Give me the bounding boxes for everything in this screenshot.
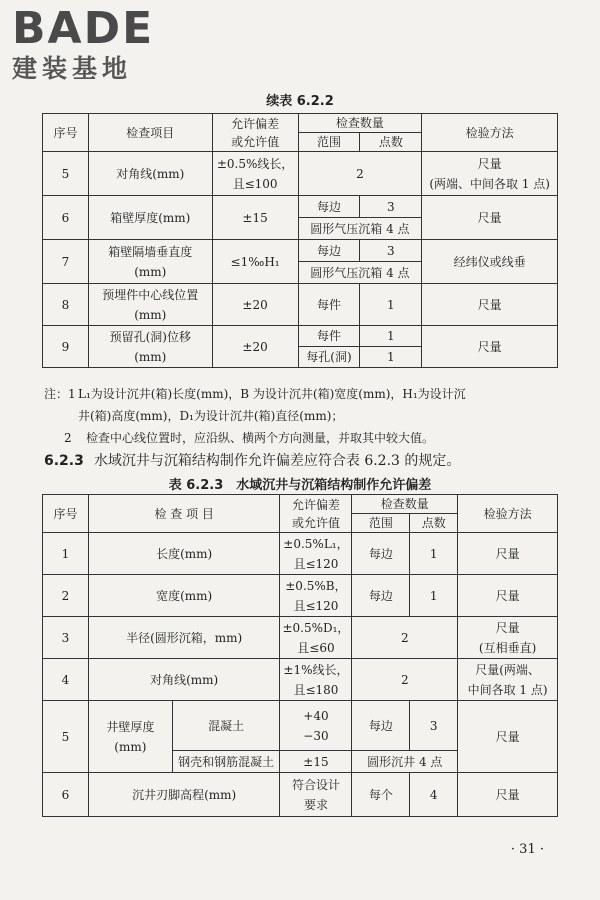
row-tolerance: ±20 — [212, 284, 298, 326]
row-method — [458, 659, 558, 701]
row-points: 1 — [360, 347, 422, 368]
row-method-line1: 尺量 — [495, 620, 520, 635]
note-2 — [64, 427, 568, 449]
row-method: 尺量 — [422, 196, 558, 240]
row-item-line2: (mm) — [134, 264, 167, 279]
row-method-line1: 尺量 — [477, 156, 502, 171]
row-tolerance — [280, 575, 352, 617]
row-item — [88, 240, 212, 284]
row-item-line1: 预埋件中心线位置 — [102, 287, 199, 302]
row-tolerance — [280, 659, 352, 701]
header-range: 范围 — [352, 514, 410, 533]
row-range-note: 圆形气压沉箱 4 点 — [298, 218, 422, 240]
row-tolerance — [280, 701, 352, 751]
row-range: 每件 — [298, 284, 360, 326]
note-2-text: 检查中心线位置时，应沿纵、横两个方向测量，并取其中较大值。 — [86, 431, 435, 445]
row-tolerance — [280, 617, 352, 659]
row-points: 3 — [360, 196, 422, 218]
row-tolerance: ±15 — [280, 751, 352, 773]
row-tolerance-line2: −30 — [303, 728, 329, 743]
header-tolerance-line2: 或允许值 — [231, 134, 280, 149]
row-item: 沉井刃脚高程(mm) — [88, 773, 280, 817]
table-notes — [44, 383, 568, 449]
header-tolerance — [212, 114, 298, 152]
row-item-line1: 井壁厚度 — [106, 719, 155, 734]
row-tolerance — [212, 152, 298, 196]
row-tolerance-line1: ±0.5%B， — [285, 578, 347, 593]
row-method: 经纬仪或线垂 — [422, 240, 558, 284]
row-tolerance: ≤1‰H₁ — [212, 240, 298, 284]
table-row — [43, 575, 558, 617]
page-number: · 31 · — [510, 842, 544, 857]
row-tolerance-line2: 且≤120 — [293, 598, 339, 613]
header-tolerance-line1: 允许偏差 — [231, 116, 280, 131]
row-method-line2: (互相垂直) — [478, 640, 537, 655]
row-no: 5 — [43, 701, 89, 773]
logo — [12, 3, 155, 84]
row-quantity: 2 — [352, 659, 458, 701]
header-tolerance-line2: 或允许值 — [291, 515, 340, 530]
row-no: 4 — [43, 659, 89, 701]
row-tolerance — [280, 773, 352, 817]
table-row — [43, 701, 558, 751]
row-no: 2 — [43, 575, 89, 617]
row-method — [422, 152, 558, 196]
table-row — [43, 284, 558, 326]
row-item: 对角线(mm) — [88, 659, 280, 701]
table2-title: 表 6.2.3 水域沉井与沉箱结构制作允许偏差 — [168, 478, 432, 493]
row-no: 6 — [43, 196, 89, 240]
table-row — [43, 240, 558, 262]
table2-header-row — [43, 495, 558, 514]
row-range: 每孔(洞) — [298, 347, 360, 368]
row-method-line2: (两端、中间各取 1 点) — [429, 176, 550, 191]
row-method: 尺量 — [458, 773, 558, 817]
row-item-line2: (mm) — [134, 307, 167, 322]
table2 — [42, 494, 558, 817]
row-quantity: 2 — [352, 617, 458, 659]
row-method — [458, 617, 558, 659]
header-no: 序号 — [43, 114, 89, 152]
row-tolerance-line1: 符合设计 — [291, 777, 340, 792]
table-row — [43, 773, 558, 817]
clause — [44, 450, 564, 470]
row-method-line1: 尺量(两端、 — [475, 662, 540, 677]
row-method-line2: 中间各取 1 点) — [467, 682, 548, 697]
note-1-line1: L₁为设计沉井(箱)长度(mm)，B 为设计沉井(箱)宽度(mm)，H₁为设计沉 — [78, 387, 466, 401]
table-row — [43, 617, 558, 659]
table1-title: 续表 6.2.2 — [266, 94, 334, 109]
row-points: 1 — [410, 533, 458, 575]
row-tolerance-line1: ±0.5%线长， — [216, 156, 294, 171]
row-tolerance-line2: 且≤180 — [293, 682, 339, 697]
header-quantity: 检查数量 — [298, 114, 422, 133]
row-range-note: 圆形气压沉箱 4 点 — [298, 262, 422, 284]
table1-header-row — [43, 114, 558, 133]
row-item — [88, 326, 212, 368]
row-tolerance-line1: ±0.5%L₁， — [283, 536, 349, 551]
row-item: 长度(mm) — [88, 533, 280, 575]
row-subitem: 钢壳和钢筋混凝土 — [172, 751, 280, 773]
row-tolerance-line2: 且≤60 — [297, 640, 335, 655]
row-tolerance: ±20 — [212, 326, 298, 368]
row-tolerance-line2: 且≤120 — [293, 556, 339, 571]
row-tolerance-line1: ±0.5%D₁， — [282, 620, 350, 635]
table-row — [43, 196, 558, 218]
row-tolerance — [280, 533, 352, 575]
table1 — [42, 113, 558, 368]
row-points: 1 — [360, 284, 422, 326]
row-item — [88, 701, 172, 773]
header-points: 点数 — [360, 133, 422, 152]
table-row — [43, 533, 558, 575]
row-points: 1 — [360, 326, 422, 347]
row-range: 每边 — [352, 701, 410, 751]
row-method: 尺量 — [422, 284, 558, 326]
row-points: 3 — [360, 240, 422, 262]
row-range: 每边 — [352, 533, 410, 575]
row-quantity: 2 — [298, 152, 422, 196]
row-range: 每个 — [352, 773, 410, 817]
header-tolerance — [280, 495, 352, 533]
row-tolerance-line2: 且≤100 — [232, 176, 278, 191]
logo-subtitle: 建装基地 — [12, 54, 133, 83]
note-1-line2: 井(箱)高度(mm)，D₁为设计沉井(箱)直径(mm)； — [78, 409, 344, 423]
note-1 — [44, 383, 568, 405]
row-method: 尺量 — [458, 575, 558, 617]
row-no: 1 — [43, 533, 89, 575]
note-2-label: 2 — [64, 431, 72, 445]
row-no: 5 — [43, 152, 89, 196]
row-item-line1: 预留孔(洞)位移 — [109, 329, 191, 344]
row-method: 尺量 — [422, 326, 558, 368]
header-range: 范围 — [298, 133, 360, 152]
row-item-line2: (mm) — [134, 349, 167, 364]
row-range: 每边 — [352, 575, 410, 617]
header-tolerance-line1: 允许偏差 — [291, 497, 340, 512]
row-points: 3 — [410, 701, 458, 751]
header-method: 检验方法 — [422, 114, 558, 152]
row-no: 3 — [43, 617, 89, 659]
row-item: 半径(圆形沉箱，mm) — [88, 617, 280, 659]
row-tolerance: ±15 — [212, 196, 298, 240]
row-no: 9 — [43, 326, 89, 368]
row-item: 箱壁厚度(mm) — [88, 196, 212, 240]
row-tolerance-line1: +40 — [303, 708, 329, 723]
header-item: 检查项目 — [88, 114, 212, 152]
row-no: 7 — [43, 240, 89, 284]
row-subitem: 混凝土 — [172, 701, 280, 751]
row-item: 对角线(mm) — [88, 152, 212, 196]
row-tolerance-line1: ±1%线长， — [283, 662, 349, 677]
table-row — [43, 659, 558, 701]
header-no: 序号 — [43, 495, 89, 533]
row-item: 宽度(mm) — [88, 575, 280, 617]
header-quantity: 检查数量 — [352, 495, 458, 514]
header-points: 点数 — [410, 514, 458, 533]
row-points: 4 — [410, 773, 458, 817]
logo-wordmark: BADE — [12, 3, 155, 54]
note-label: 注：1 — [44, 387, 76, 401]
row-no: 8 — [43, 284, 89, 326]
row-points: 1 — [410, 575, 458, 617]
row-range: 每边 — [298, 240, 360, 262]
header-item: 检 查 项 目 — [88, 495, 280, 533]
clause-number: 6.2.3 — [44, 453, 84, 469]
row-item-line2: (mm) — [114, 739, 147, 754]
table-row — [43, 326, 558, 347]
row-range-note: 圆形沉井 4 点 — [352, 751, 458, 773]
row-item — [88, 284, 212, 326]
clause-text: 水域沉井与沉箱结构制作允许偏差应符合表 6.2.3 的规定。 — [93, 453, 461, 469]
row-method: 尺量 — [458, 701, 558, 773]
row-range: 每边 — [298, 196, 360, 218]
table-row — [43, 152, 558, 196]
row-no: 6 — [43, 773, 89, 817]
row-method: 尺量 — [458, 533, 558, 575]
row-range: 每件 — [298, 326, 360, 347]
header-method: 检验方法 — [458, 495, 558, 533]
row-item-line1: 箱壁隔墙垂直度 — [108, 244, 193, 259]
row-tolerance-line2: 要求 — [303, 797, 328, 812]
